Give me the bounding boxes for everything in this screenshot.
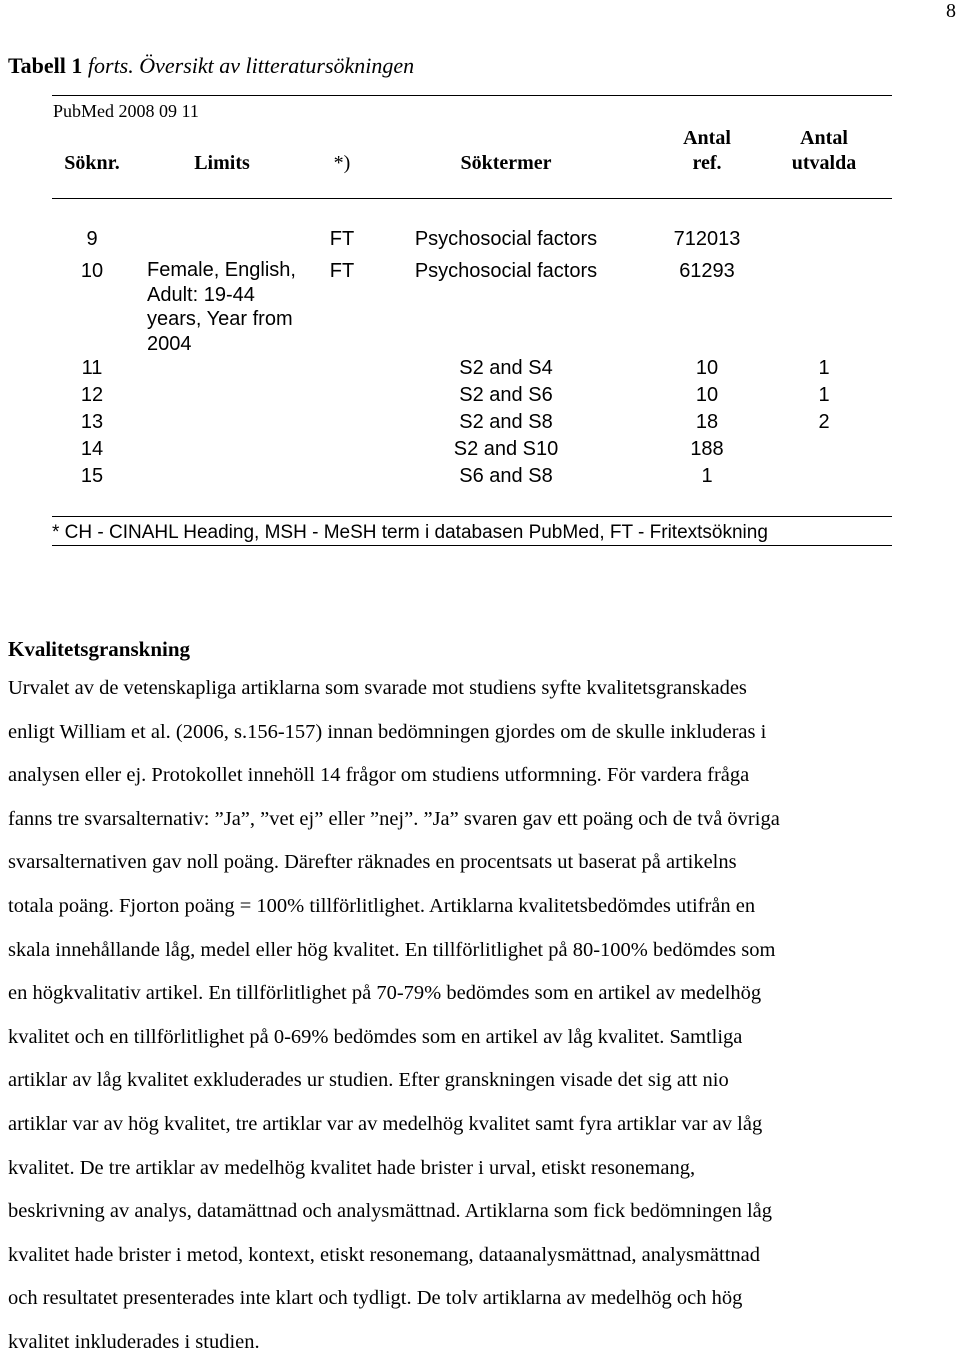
header-bottom-rule xyxy=(52,198,892,199)
paragraph-line: Urvalet av de vetenskapliga artiklarna som svarade mot studiens syfte kvalitetsgranskades xyxy=(8,677,747,699)
header-star: *) xyxy=(333,152,351,174)
paragraph-line: artiklar av låg kvalitet exkluderades ur studien. Efter granskningen visade det sig att nio xyxy=(8,1069,729,1092)
paragraph-line: artiklar var av hög kvalitet, tre artiklar var av medelhög kvalitet samt fyra artiklar var av låg xyxy=(8,1112,763,1135)
header-selected-line2: utvalda xyxy=(791,152,857,174)
cell-selected: 2 xyxy=(818,411,830,433)
cell-terms: S2 and S8 xyxy=(459,411,553,433)
paragraph-line: kvalitet och en tillförlitlighet på 0-69% bedömdes som en artikel av låg kvalitet. Samtliga xyxy=(8,1025,743,1048)
cell-nr: 15 xyxy=(80,465,104,487)
paragraph-line: totala poäng. Fjorton poäng = 100% tillförlitlighet. Artiklarna kvalitetsbedömdes utifrån en xyxy=(8,894,756,917)
paragraph-line: en högkvalitativ artikel. En tillförlitlighet på 70-79% bedömdes som en artikel av medelhög xyxy=(8,982,762,1005)
paragraph-line: och resultatet presenterades inte klart och tydligt. De tolv artiklarna av medelhög och hög xyxy=(8,1287,743,1310)
cell-terms: S2 and S10 xyxy=(453,438,559,460)
table-footnote: * CH - CINAHL Heading, MSH - MeSH term i databasen PubMed, FT - Fritextsökning xyxy=(52,522,768,543)
table-title-label: Tabell 1 xyxy=(8,53,83,78)
cell-refs: 712013 xyxy=(673,228,741,250)
table-top-rule xyxy=(52,95,892,96)
header-limits: Limits xyxy=(194,152,250,174)
table-title-caption: forts. Översikt av litteratursökningen xyxy=(87,53,415,78)
cell-star: FT xyxy=(329,228,355,250)
header-selected-line1: Antal xyxy=(800,127,848,149)
cell-terms: Psychosocial factors xyxy=(414,260,598,282)
cell-nr: 10 xyxy=(80,260,104,282)
cell-refs: 18 xyxy=(695,411,719,433)
paragraph-line: kvalitet. De tre artiklar av medelhög kvalitet hade brister i urval, etiskt resonemang, xyxy=(8,1156,696,1179)
paragraph-line: analysen eller ej. Protokollet innehöll 14 frågor om studiens utformning. För vardera fråga xyxy=(8,764,750,787)
cell-nr: 12 xyxy=(80,384,104,406)
cell-terms: Psychosocial factors xyxy=(414,228,598,250)
cell-limits: Female, English, Adult: 19-44 years, Year from 2004 xyxy=(147,259,296,355)
paragraph-line: skala innehållande låg, medel eller hög kvalitet. En tillförlitlighet på 80-100% bedömdes som xyxy=(8,938,776,961)
cell-nr: 13 xyxy=(80,411,104,433)
section-heading: Kvalitetsgranskning xyxy=(8,637,191,661)
paragraph-line: svarsalternativen gav noll poäng. Därefter räknades en procentsats ut baserat på artikelns xyxy=(8,851,737,874)
cell-nr: 14 xyxy=(80,438,104,460)
cell-terms: S2 and S4 xyxy=(459,357,553,379)
header-refs-line1: Antal xyxy=(683,127,731,149)
paragraph-line: fanns tre svarsalternativ: ”Ja”, ”vet ej” eller ”nej”. ”Ja” svaren gav ett poäng och de två övriga xyxy=(8,807,780,830)
header-terms: Söktermer xyxy=(460,152,552,174)
cell-selected: 1 xyxy=(818,357,830,379)
page-number: 8 xyxy=(946,0,956,22)
footnote-top-rule xyxy=(52,516,892,517)
cell-refs: 10 xyxy=(695,384,719,406)
cell-refs: 188 xyxy=(690,438,724,460)
cell-nr: 11 xyxy=(81,357,103,379)
paragraph-line: kvalitet inkluderades i studien. xyxy=(8,1330,260,1353)
paragraph-line: beskrivning av analys, datamättnad och analysmättnad. Artiklarna som fick bedömningen låg xyxy=(8,1200,772,1223)
header-nr: Söknr. xyxy=(64,152,120,174)
paragraph-line: kvalitet hade brister i metod, kontext, etiskt resonemang, dataanalysmättnad, analysmättnad xyxy=(8,1243,761,1266)
cell-star: FT xyxy=(329,260,355,282)
cell-terms: S6 and S8 xyxy=(459,465,553,487)
cell-nr: 9 xyxy=(86,228,98,250)
footnote-bottom-rule xyxy=(52,545,892,546)
cell-refs: 1 xyxy=(701,465,713,487)
table-title xyxy=(8,53,414,79)
database-date: PubMed 2008 09 11 xyxy=(53,101,199,121)
cell-selected: 1 xyxy=(818,384,830,406)
cell-terms: S2 and S6 xyxy=(459,384,553,406)
cell-refs: 61293 xyxy=(679,260,735,282)
paragraph-line: enligt William et al. (2006, s.156-157) innan bedömningen gjordes om de skulle inkluderas i xyxy=(8,720,767,743)
body-paragraph xyxy=(8,667,960,1365)
header-refs-line2: ref. xyxy=(692,152,722,174)
cell-refs: 10 xyxy=(695,357,719,379)
